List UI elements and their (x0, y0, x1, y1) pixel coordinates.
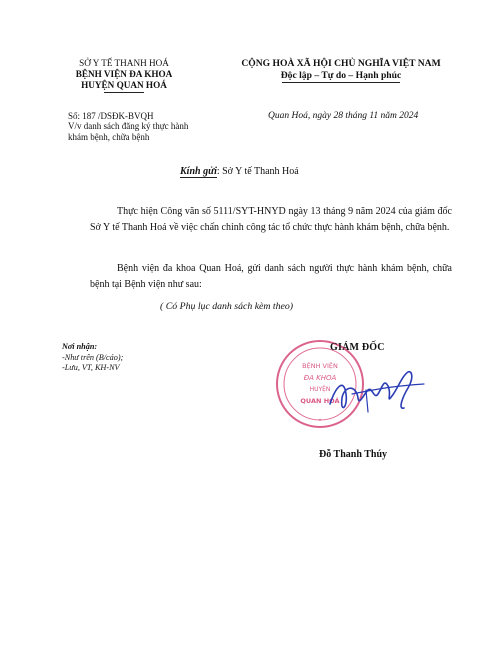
appendix-note: ( Có Phụ lục danh sách kèm theo) (160, 301, 294, 312)
issuer-department: SỞ Y TẾ THANH HOÁ (79, 58, 169, 68)
recipient-item: -Như trên (B/cáo); (62, 352, 124, 362)
addressee-label: Kính gửi (180, 166, 217, 177)
seal-text-line: HUYỆN (309, 386, 331, 393)
date-line: Quan Hoá, ngày 28 tháng 11 năm 2024 (268, 111, 419, 121)
body-paragraph-2: Bệnh viện đa khoa Quan Hoá, gửi danh sách người thực hành khám bệnh, chữa bệnh tại Bệnh viện như sau: (90, 263, 452, 290)
recipients-title: Nơi nhận: (62, 342, 98, 351)
seal-text-line: BỆNH VIỆN (302, 362, 338, 370)
addressee (180, 166, 299, 177)
national-header (212, 58, 470, 83)
handwritten-signature (322, 364, 432, 422)
issuer-hospital: BỆNH VIỆN ĐA KHOA (75, 69, 173, 79)
national-motto: Độc lập – Tự do – Hạnh phúc (280, 69, 402, 81)
svg-text:★: ★ (318, 417, 322, 422)
issuer-header (58, 58, 190, 93)
document-subject: V/v danh sách đăng ký thực hành khám bệnh, chữa bệnh (68, 121, 189, 142)
recipients-block (62, 342, 123, 374)
motto-underline (282, 82, 400, 83)
national-title: CỘNG HOÀ XÃ HỘI CHỦ NGHĨA VIỆT NAM (241, 58, 441, 69)
document-number: Số: 187 /DSĐK-BVQH (68, 111, 154, 121)
seal-text-line: ĐA KHOA (303, 374, 337, 382)
signer-name: Đỗ Thanh Thúy (319, 449, 388, 460)
addressee-value: : Sở Y tế Thanh Hoá (216, 166, 299, 177)
seal-text-line: QUAN HOÁ (300, 397, 340, 405)
signer-title: GIÁM ĐỐC (330, 342, 385, 353)
issuer-underline (104, 92, 144, 93)
recipient-item: -Lưu, VT, KH-NV (62, 363, 120, 372)
body-paragraph-1: Thực hiện Công văn số 5111/SYT-HNYD ngày 13 tháng 9 năm 2024 của giám đốc Sở Y tế Thanh Hoá về việc chấn chỉnh công tác tổ chức thực hành khám bệnh, chữa bệnh. (90, 206, 452, 233)
issuer-district: HUYỆN QUAN HOÁ (81, 80, 167, 90)
